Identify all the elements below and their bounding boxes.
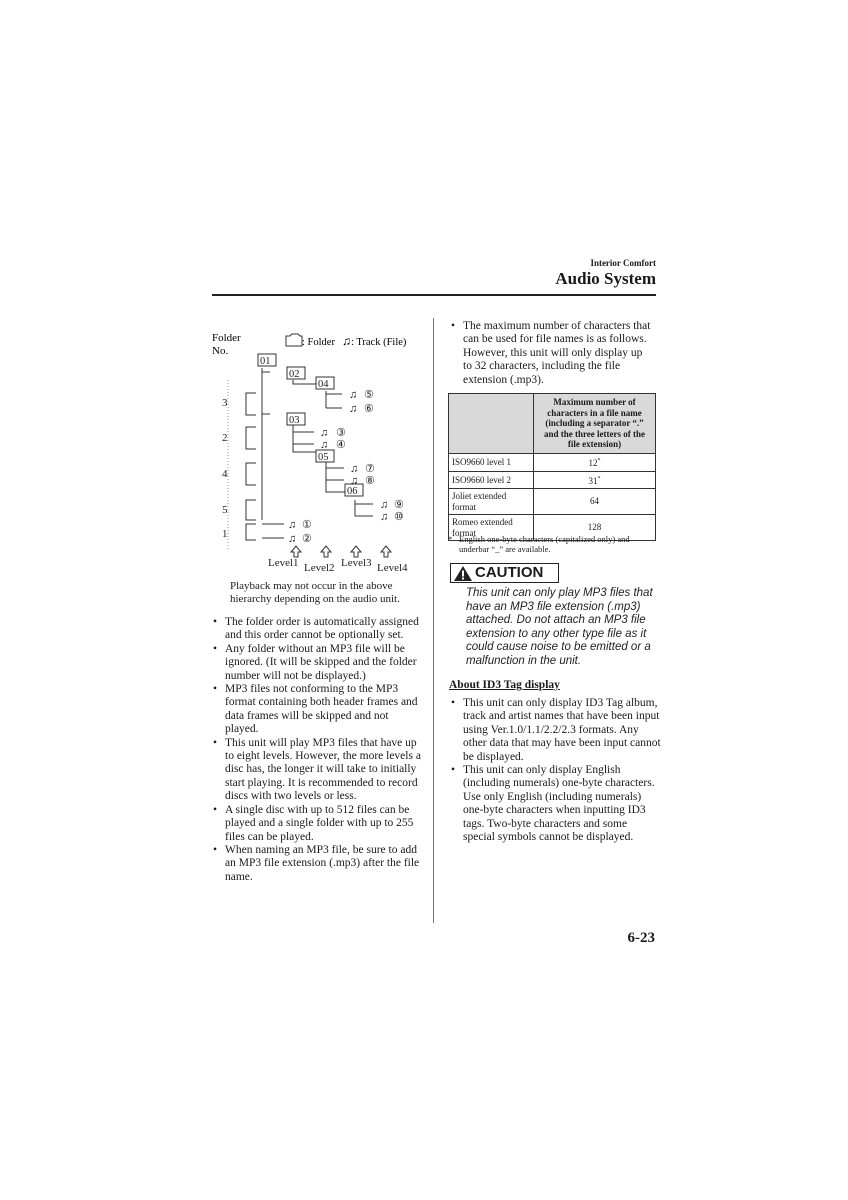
track-icon: ♫ xyxy=(349,389,358,401)
track-6: ⑥ xyxy=(364,403,374,415)
track-icon: ♫ xyxy=(380,511,389,523)
track-icon: ♫ xyxy=(349,403,358,415)
header-rule xyxy=(212,294,656,296)
column-divider xyxy=(433,318,434,923)
svg-text:02: 02 xyxy=(289,369,300,380)
level-label: Level1 xyxy=(268,557,299,569)
table-corner-cell xyxy=(449,394,534,454)
table-row xyxy=(449,489,656,515)
level-label: Level3 xyxy=(341,557,372,569)
table-row xyxy=(449,471,656,489)
caution-text: This unit can only play MP3 files that have an MP3 file extension (.mp3) attached. Do not attach an MP3 file extension to any other type file as it could cause noise to be emitted or a malfunction in the unit. xyxy=(466,587,653,667)
folder-no-label-2: No. xyxy=(212,345,229,357)
svg-text:06: 06 xyxy=(347,486,358,497)
track-icon: ♫ xyxy=(350,463,359,475)
track-2: ② xyxy=(302,533,312,545)
svg-text:03: 03 xyxy=(289,415,300,426)
section-label: Interior Comfort xyxy=(590,258,656,268)
folder-05 xyxy=(316,450,334,463)
track-icon: ♫ xyxy=(288,519,297,531)
legend-track-icon: ♫ xyxy=(342,334,351,348)
warning-icon xyxy=(454,566,472,581)
table-cell-value: 64 xyxy=(534,489,656,515)
track-3: ③ xyxy=(336,427,346,439)
level-label: Level4 xyxy=(377,562,408,573)
up-arrow-icon xyxy=(291,546,301,557)
track-icon: ♫ xyxy=(380,499,389,511)
footnote-mark: * xyxy=(448,534,453,544)
id3-heading: About ID3 Tag display xyxy=(449,679,560,691)
track-10: ⑩ xyxy=(394,511,404,523)
track-8: ⑧ xyxy=(365,475,375,487)
folder-hierarchy-diagram xyxy=(210,328,426,573)
table-header-row xyxy=(449,394,656,454)
folder-02 xyxy=(287,367,305,380)
list-item: • When naming an MP3 file, be sure to add an MP3 file extension (.mp3) after the file name. xyxy=(211,844,421,884)
level-label: Level2 xyxy=(304,562,335,573)
legend-track-label: : Track (File) xyxy=(351,337,407,348)
list-item: • This unit will play MP3 files that have up to eight levels. However, the more levels a disc has, the longer it will take to initially start playing. It is recommended to record discs with two levels or less. xyxy=(211,737,421,804)
track-5: ⑤ xyxy=(364,389,374,401)
table-cell-value: 31* xyxy=(534,471,656,489)
up-arrow-icon xyxy=(321,546,331,557)
table-cell-format: Romeo extended format xyxy=(449,515,534,541)
table-cell-format: ISO9660 level 1 xyxy=(449,454,534,472)
list-item: • This unit can only display ID3 Tag album, track and artist names that have been input using Ver.1.0/1.1/2.2/2.3 formats. Any other data that may have been input cannot be displayed. xyxy=(449,697,661,764)
page-title: Audio System xyxy=(555,269,656,288)
list-item: • The folder order is automatically assigned and this order cannot be optionally set. xyxy=(211,616,421,643)
table-cell-value: 128 xyxy=(534,515,656,541)
table-cell-value: 12* xyxy=(534,454,656,472)
folder-number: 1 xyxy=(222,528,228,540)
folder-number: 3 xyxy=(222,397,228,409)
track-icon: ♫ xyxy=(288,533,297,545)
right-bullet-list xyxy=(449,320,654,387)
track-icon: ♫ xyxy=(350,475,359,487)
table-footnote xyxy=(448,534,656,554)
page-number: 6-23 xyxy=(627,930,655,946)
left-bullet-list xyxy=(211,616,421,884)
list-item: • This unit can only display English (including numerals) one-byte characters. Use only English (including numerals) one-byte characters when inputting ID3 tags. Two-byte characters and some special symbols cannot be displayed. xyxy=(449,764,661,844)
table-header: Maximum number of characters in a file name (including a separator “.” and the three letters of the file extension) xyxy=(534,394,656,454)
folder-04 xyxy=(316,377,334,390)
svg-text:01: 01 xyxy=(260,356,271,367)
list-item: • MP3 files not conforming to the MP3 format containing both header frames and data frames will be skipped and not played. xyxy=(211,683,421,737)
list-item: • A single disc with up to 512 files can be played and a single folder with up to 255 files can be played. xyxy=(211,804,421,844)
svg-text:04: 04 xyxy=(318,379,329,390)
folder-number: 4 xyxy=(222,468,228,480)
table-cell-format: Joliet extended format xyxy=(449,489,534,515)
track-icon: ♫ xyxy=(320,439,329,451)
svg-text:05: 05 xyxy=(318,452,329,463)
caution-label: CAUTION xyxy=(475,564,544,581)
diagram-caption: Playback may not occur in the above hierarchy depending on the audio unit. xyxy=(230,580,400,605)
table-cell-format: ISO9660 level 2 xyxy=(449,471,534,489)
folder-no-label: Folder xyxy=(212,332,241,344)
folder-03 xyxy=(287,413,305,426)
folder-number: 5 xyxy=(222,504,228,516)
up-arrow-icon xyxy=(351,546,361,557)
folder-number: 2 xyxy=(222,432,228,444)
folder-hierarchy-svg xyxy=(210,328,426,573)
folder-01 xyxy=(258,354,276,367)
table-row xyxy=(449,454,656,472)
legend-folder-label: : Folder xyxy=(302,337,335,348)
track-9: ⑨ xyxy=(394,499,404,511)
list-item: • Any folder without an MP3 file will be ignored. (It will be skipped and the folder number will not be displayed.) xyxy=(211,643,421,683)
footnote-text: English one-byte characters (capitalized only) and underbar “_” are available. xyxy=(459,534,630,554)
id3-bullet-list xyxy=(449,697,661,844)
filename-length-table xyxy=(448,393,656,541)
track-icon: ♫ xyxy=(320,427,329,439)
track-7: ⑦ xyxy=(365,463,375,475)
up-arrow-icon xyxy=(381,546,391,557)
track-1: ① xyxy=(302,519,312,531)
list-item: • The maximum number of characters that can be used for file names is as follows. However, this unit will only display up to 32 characters, including the file extension (.mp3). xyxy=(449,320,654,387)
track-4: ④ xyxy=(336,439,346,451)
caution-box xyxy=(450,563,559,583)
